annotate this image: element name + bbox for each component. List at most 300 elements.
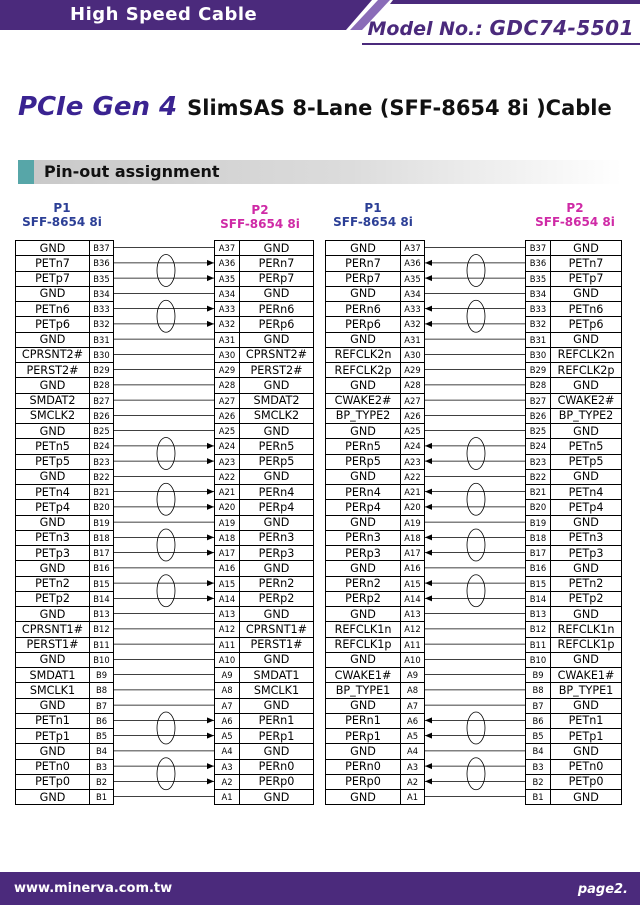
arrow-icon xyxy=(425,306,432,312)
right-p1-header xyxy=(326,201,420,229)
signal-name: PETn2 xyxy=(550,577,622,591)
signal-name: SMCLK1 xyxy=(239,683,314,697)
right-p2-pin-row xyxy=(525,607,622,622)
signal-name: PETp1 xyxy=(550,729,622,743)
right-p2-pin-row xyxy=(525,272,622,287)
signal-name: REFCLK2p xyxy=(325,363,400,377)
right-p1-pin-row xyxy=(325,577,425,592)
pin-number: B27 xyxy=(89,394,114,408)
pin-number: A26 xyxy=(214,409,239,423)
pin-number: A11 xyxy=(400,638,425,652)
signal-name: PETn1 xyxy=(550,714,622,728)
signal-name: GND xyxy=(325,470,400,484)
right-p2-pin-row xyxy=(525,241,622,256)
pin-number: A1 xyxy=(214,790,239,804)
pin-number: A28 xyxy=(214,378,239,392)
signal-name: GND xyxy=(325,516,400,530)
twisted-pair-icon xyxy=(467,254,485,286)
signal-name: GND xyxy=(325,561,400,575)
right-p1-pin-row xyxy=(325,516,425,531)
signal-name: GND xyxy=(239,790,314,804)
pin-number: B36 xyxy=(525,256,550,270)
signal-name: GND xyxy=(325,378,400,392)
right-p2-pin-row xyxy=(525,439,622,454)
left-p1-pin-row xyxy=(15,424,114,439)
pin-number: A30 xyxy=(400,348,425,362)
left-p1-pin-row xyxy=(15,363,114,378)
pin-number: A17 xyxy=(214,546,239,560)
left-p2-pin-row xyxy=(214,561,314,576)
signal-name: PETp0 xyxy=(15,775,89,789)
signal-name: PETp3 xyxy=(15,546,89,560)
right-p1-pin-row xyxy=(325,653,425,668)
pin-number: B29 xyxy=(89,363,114,377)
left-p2-pin-row xyxy=(214,378,314,393)
left-p1-pin-table xyxy=(15,240,114,805)
signal-name: PERn7 xyxy=(325,256,400,270)
left-p2-pin-row xyxy=(214,424,314,439)
pin-number: A6 xyxy=(400,714,425,728)
arrow-icon xyxy=(425,550,432,556)
pin-number: A2 xyxy=(400,775,425,789)
right-p1-pin-row xyxy=(325,531,425,546)
right-p1-pin-row xyxy=(325,790,425,805)
pin-number: B2 xyxy=(525,775,550,789)
pin-number: B25 xyxy=(525,424,550,438)
left-p1-pin-row xyxy=(15,439,114,454)
pin-number: B32 xyxy=(525,317,550,331)
signal-name: PERp1 xyxy=(325,729,400,743)
signal-name: REFCLK1n xyxy=(550,622,622,636)
left-p1-pin-row xyxy=(15,409,114,424)
pin-number: B35 xyxy=(89,272,114,286)
signal-name: SMCLK2 xyxy=(239,409,314,423)
pin-number: A8 xyxy=(400,683,425,697)
arrow-icon xyxy=(207,778,214,784)
model-number-label xyxy=(368,16,634,40)
signal-name: PERp5 xyxy=(325,455,400,469)
twisted-pair-icon xyxy=(157,254,175,286)
signal-name: GND xyxy=(15,607,89,621)
left-p2-pin-row xyxy=(214,607,314,622)
pin-number: A6 xyxy=(214,714,239,728)
pin-number: B7 xyxy=(89,699,114,713)
signal-name: SMCLK2 xyxy=(15,409,89,423)
twisted-pair-icon xyxy=(467,483,485,515)
left-p2-type: SFF-8654 8i xyxy=(220,217,300,231)
signal-name: BP_TYPE1 xyxy=(550,683,622,697)
signal-name: PERn3 xyxy=(325,531,400,545)
pin-number: A16 xyxy=(400,561,425,575)
arrow-icon xyxy=(207,321,214,327)
left-p1-pin-row xyxy=(15,668,114,683)
signal-name: GND xyxy=(325,287,400,301)
signal-name: PETn5 xyxy=(15,439,89,453)
signal-name: GND xyxy=(15,378,89,392)
right-p2-pin-row xyxy=(525,500,622,515)
pin-number: A7 xyxy=(214,699,239,713)
right-p2-pin-row xyxy=(525,485,622,500)
right-p2-name: P2 xyxy=(566,201,584,215)
arrow-icon xyxy=(207,580,214,586)
left-p2-pin-row xyxy=(214,439,314,454)
left-p1-pin-row xyxy=(15,333,114,348)
right-p2-pin-row xyxy=(525,531,622,546)
signal-name: GND xyxy=(15,287,89,301)
left-p2-pin-row xyxy=(214,546,314,561)
pin-number: A35 xyxy=(214,272,239,286)
left-p2-pin-row xyxy=(214,790,314,805)
signal-name: PETp3 xyxy=(550,546,622,560)
arrow-icon xyxy=(207,260,214,266)
signal-name: PERn4 xyxy=(325,485,400,499)
signal-name: GND xyxy=(239,653,314,667)
signal-name: GND xyxy=(325,699,400,713)
left-p2-pin-row xyxy=(214,653,314,668)
pin-number: A9 xyxy=(214,668,239,682)
left-p2-pin-table xyxy=(214,240,314,805)
signal-name: GND xyxy=(325,424,400,438)
signal-name: PERp2 xyxy=(325,592,400,606)
pin-number: B31 xyxy=(525,333,550,347)
pin-number: B12 xyxy=(89,622,114,636)
left-p2-pin-row xyxy=(214,455,314,470)
pin-number: A31 xyxy=(400,333,425,347)
left-p1-pin-row xyxy=(15,302,114,317)
left-p1-pin-row xyxy=(15,775,114,790)
right-p1-pin-row xyxy=(325,378,425,393)
pin-number: B13 xyxy=(89,607,114,621)
signal-name: PETn7 xyxy=(15,256,89,270)
signal-name: GND xyxy=(325,790,400,804)
signal-name: PETn3 xyxy=(550,531,622,545)
right-p2-pin-row xyxy=(525,744,622,759)
pin-number: B11 xyxy=(89,638,114,652)
pin-number: A10 xyxy=(400,653,425,667)
pin-number: A11 xyxy=(214,638,239,652)
right-p2-pin-row xyxy=(525,394,622,409)
twisted-pair-icon xyxy=(467,300,485,332)
pin-number: A35 xyxy=(400,272,425,286)
pin-number: A36 xyxy=(214,256,239,270)
right-p1-pin-row xyxy=(325,424,425,439)
header-title: High Speed Cable xyxy=(70,4,258,25)
pin-number: A28 xyxy=(400,378,425,392)
left-p1-name: P1 xyxy=(53,201,71,215)
signal-name: GND xyxy=(15,699,89,713)
signal-name: SMDAT2 xyxy=(15,394,89,408)
right-p1-pin-row xyxy=(325,668,425,683)
footer-url: www.minerva.com.tw xyxy=(14,881,173,896)
arrow-icon xyxy=(207,595,214,601)
left-p2-pin-row xyxy=(214,470,314,485)
arrow-icon xyxy=(207,443,214,449)
left-p2-pin-row xyxy=(214,531,314,546)
pin-number: B5 xyxy=(89,729,114,743)
signal-name: GND xyxy=(550,744,622,758)
right-p1-name: P1 xyxy=(364,201,382,215)
signal-name: REFCLK2n xyxy=(550,348,622,362)
left-p1-pin-row xyxy=(15,653,114,668)
left-p2-pin-row xyxy=(214,394,314,409)
pin-number: A14 xyxy=(214,592,239,606)
pin-number: B5 xyxy=(525,729,550,743)
signal-name: PERn6 xyxy=(239,302,314,316)
right-p1-pin-row xyxy=(325,439,425,454)
right-p1-pin-row xyxy=(325,272,425,287)
left-p1-pin-row xyxy=(15,394,114,409)
signal-name: PETp4 xyxy=(15,500,89,514)
pin-number: A23 xyxy=(214,455,239,469)
right-p1-pin-row xyxy=(325,317,425,332)
signal-name: PETn1 xyxy=(15,714,89,728)
pin-number: B15 xyxy=(89,577,114,591)
twisted-pair-icon xyxy=(467,758,485,790)
twisted-pair-icon xyxy=(157,575,175,607)
signal-name: GND xyxy=(325,333,400,347)
pin-number: A34 xyxy=(400,287,425,301)
right-p1-pin-table xyxy=(325,240,425,805)
pin-number: B17 xyxy=(525,546,550,560)
right-p1-pin-row xyxy=(325,409,425,424)
pin-number: A22 xyxy=(400,470,425,484)
right-p2-pin-row xyxy=(525,622,622,637)
left-p1-pin-row xyxy=(15,378,114,393)
pin-number: A29 xyxy=(400,363,425,377)
left-p1-header xyxy=(16,201,108,229)
signal-name: PETp7 xyxy=(550,272,622,286)
left-p2-pin-row xyxy=(214,500,314,515)
signal-name: GND xyxy=(15,470,89,484)
arrow-icon xyxy=(207,550,214,556)
signal-name: CPRSNT1# xyxy=(239,622,314,636)
signal-name: GND xyxy=(239,561,314,575)
right-p2-pin-row xyxy=(525,470,622,485)
pin-number: B26 xyxy=(89,409,114,423)
pin-number: B14 xyxy=(89,592,114,606)
right-p2-pin-row xyxy=(525,424,622,439)
signal-name: PETp0 xyxy=(550,775,622,789)
pin-number: A18 xyxy=(214,531,239,545)
right-p1-pin-row xyxy=(325,683,425,698)
right-p1-pin-row xyxy=(325,241,425,256)
pin-number: B34 xyxy=(525,287,550,301)
pin-number: B19 xyxy=(89,516,114,530)
left-p1-pin-row xyxy=(15,622,114,637)
right-p2-pin-row xyxy=(525,455,622,470)
signal-name: PERp3 xyxy=(239,546,314,560)
arrow-icon xyxy=(207,534,214,540)
signal-name: PERp1 xyxy=(239,729,314,743)
page-number: page2. xyxy=(577,882,628,897)
signal-name: GND xyxy=(239,516,314,530)
signal-name: GND xyxy=(325,653,400,667)
pin-number: A12 xyxy=(400,622,425,636)
signal-name: GND xyxy=(239,470,314,484)
pin-number: B16 xyxy=(89,561,114,575)
pin-number: A4 xyxy=(400,744,425,758)
pin-number: B34 xyxy=(89,287,114,301)
left-p1-pin-row xyxy=(15,577,114,592)
arrow-icon xyxy=(207,763,214,769)
signal-name: CPRSNT2# xyxy=(15,348,89,362)
twisted-pair-icon xyxy=(157,758,175,790)
left-p1-pin-row xyxy=(15,561,114,576)
left-p1-pin-row xyxy=(15,531,114,546)
left-p2-pin-row xyxy=(214,622,314,637)
signal-name: GND xyxy=(239,333,314,347)
pin-number: B6 xyxy=(525,714,550,728)
signal-name: BP_TYPE2 xyxy=(325,409,400,423)
right-p2-pin-row xyxy=(525,653,622,668)
pin-number: A18 xyxy=(400,531,425,545)
right-p1-pin-row xyxy=(325,470,425,485)
right-p1-pin-row xyxy=(325,607,425,622)
signal-name: GND xyxy=(239,699,314,713)
pin-number: B33 xyxy=(89,302,114,316)
pin-number: A14 xyxy=(400,592,425,606)
right-p2-pin-row xyxy=(525,516,622,531)
right-p2-pin-row xyxy=(525,546,622,561)
signal-name: PERp3 xyxy=(325,546,400,560)
section-label: Pin-out assignment xyxy=(44,162,220,181)
twisted-pair-icon xyxy=(157,712,175,744)
left-p2-pin-row xyxy=(214,256,314,271)
signal-name: PERn5 xyxy=(239,439,314,453)
pin-number: B4 xyxy=(89,744,114,758)
arrow-icon xyxy=(207,717,214,723)
page-title xyxy=(18,92,612,122)
pin-number: B9 xyxy=(89,668,114,682)
pin-number: B21 xyxy=(525,485,550,499)
pin-number: B22 xyxy=(525,470,550,484)
left-p2-pin-row xyxy=(214,516,314,531)
pin-number: A3 xyxy=(400,760,425,774)
twisted-pair-icon xyxy=(157,483,175,515)
pin-number: B1 xyxy=(525,790,550,804)
pin-number: B32 xyxy=(89,317,114,331)
pin-number: A7 xyxy=(400,699,425,713)
signal-name: GND xyxy=(550,241,622,255)
right-p1-pin-row xyxy=(325,699,425,714)
signal-name: GND xyxy=(239,378,314,392)
pin-number: B14 xyxy=(525,592,550,606)
right-p1-pin-row xyxy=(325,333,425,348)
right-p1-pin-row xyxy=(325,546,425,561)
pin-number: B24 xyxy=(89,439,114,453)
signal-name: CWAKE2# xyxy=(550,394,622,408)
signal-name: GND xyxy=(550,287,622,301)
signal-name: PERST1# xyxy=(15,638,89,652)
signal-name: GND xyxy=(325,241,400,255)
arrow-icon xyxy=(207,458,214,464)
pin-number: B1 xyxy=(89,790,114,804)
left-p1-pin-row xyxy=(15,699,114,714)
right-p2-pin-row xyxy=(525,409,622,424)
right-p1-pin-row xyxy=(325,348,425,363)
arrow-icon xyxy=(425,763,432,769)
pin-number: A13 xyxy=(214,607,239,621)
right-p1-pin-row xyxy=(325,760,425,775)
arrow-icon xyxy=(425,275,432,281)
signal-name: GND xyxy=(15,790,89,804)
left-p2-pin-row xyxy=(214,729,314,744)
signal-name: REFCLK1p xyxy=(325,638,400,652)
twisted-pair-icon xyxy=(157,529,175,561)
left-p1-pin-row xyxy=(15,790,114,805)
signal-name: PETn3 xyxy=(15,531,89,545)
pin-number: B15 xyxy=(525,577,550,591)
pin-number: A19 xyxy=(214,516,239,530)
signal-name: PETn2 xyxy=(15,577,89,591)
pin-number: A33 xyxy=(400,302,425,316)
pin-number: B20 xyxy=(89,500,114,514)
signal-name: GND xyxy=(550,790,622,804)
left-p1-pin-row xyxy=(15,470,114,485)
pin-number: A20 xyxy=(400,500,425,514)
pin-number: B23 xyxy=(525,455,550,469)
signal-name: PETp5 xyxy=(550,455,622,469)
pin-number: A3 xyxy=(214,760,239,774)
pin-number: B7 xyxy=(525,699,550,713)
pin-number: B12 xyxy=(525,622,550,636)
signal-name: GND xyxy=(15,561,89,575)
signal-name: CWAKE1# xyxy=(550,668,622,682)
signal-name: PERn3 xyxy=(239,531,314,545)
pin-number: A36 xyxy=(400,256,425,270)
pin-number: B30 xyxy=(89,348,114,362)
left-p2-pin-row xyxy=(214,775,314,790)
signal-name: GND xyxy=(15,333,89,347)
left-p2-pin-row xyxy=(214,302,314,317)
arrow-icon xyxy=(425,595,432,601)
signal-name: GND xyxy=(325,744,400,758)
left-p1-pin-row xyxy=(15,485,114,500)
signal-name: PETp2 xyxy=(15,592,89,606)
left-p1-pin-row xyxy=(15,500,114,515)
pin-number: B3 xyxy=(525,760,550,774)
signal-name: CPRSNT1# xyxy=(15,622,89,636)
left-p1-pin-row xyxy=(15,241,114,256)
right-p1-pin-row xyxy=(325,775,425,790)
left-p2-pin-row xyxy=(214,744,314,759)
signal-name: CWAKE2# xyxy=(325,394,400,408)
left-p1-pin-row xyxy=(15,638,114,653)
signal-name: CWAKE1# xyxy=(325,668,400,682)
left-p2-pin-row xyxy=(214,333,314,348)
pin-number: A1 xyxy=(400,790,425,804)
right-p1-pin-row xyxy=(325,729,425,744)
pin-number: A27 xyxy=(400,394,425,408)
right-p2-pin-row xyxy=(525,714,622,729)
right-p2-header xyxy=(528,201,622,229)
right-p2-pin-row xyxy=(525,317,622,332)
pin-number: B9 xyxy=(525,668,550,682)
right-p1-pin-row xyxy=(325,455,425,470)
left-p1-pin-row xyxy=(15,287,114,302)
left-p2-pin-row xyxy=(214,287,314,302)
pin-number: B8 xyxy=(525,683,550,697)
left-p1-pin-row xyxy=(15,744,114,759)
signal-name: SMDAT1 xyxy=(239,668,314,682)
pin-number: A32 xyxy=(214,317,239,331)
left-p1-pin-row xyxy=(15,455,114,470)
pin-number: B10 xyxy=(525,653,550,667)
pin-number: B20 xyxy=(525,500,550,514)
twisted-pair-icon xyxy=(467,712,485,744)
model-number: GDC74-5501 xyxy=(489,16,634,40)
signal-name: PERp4 xyxy=(239,500,314,514)
